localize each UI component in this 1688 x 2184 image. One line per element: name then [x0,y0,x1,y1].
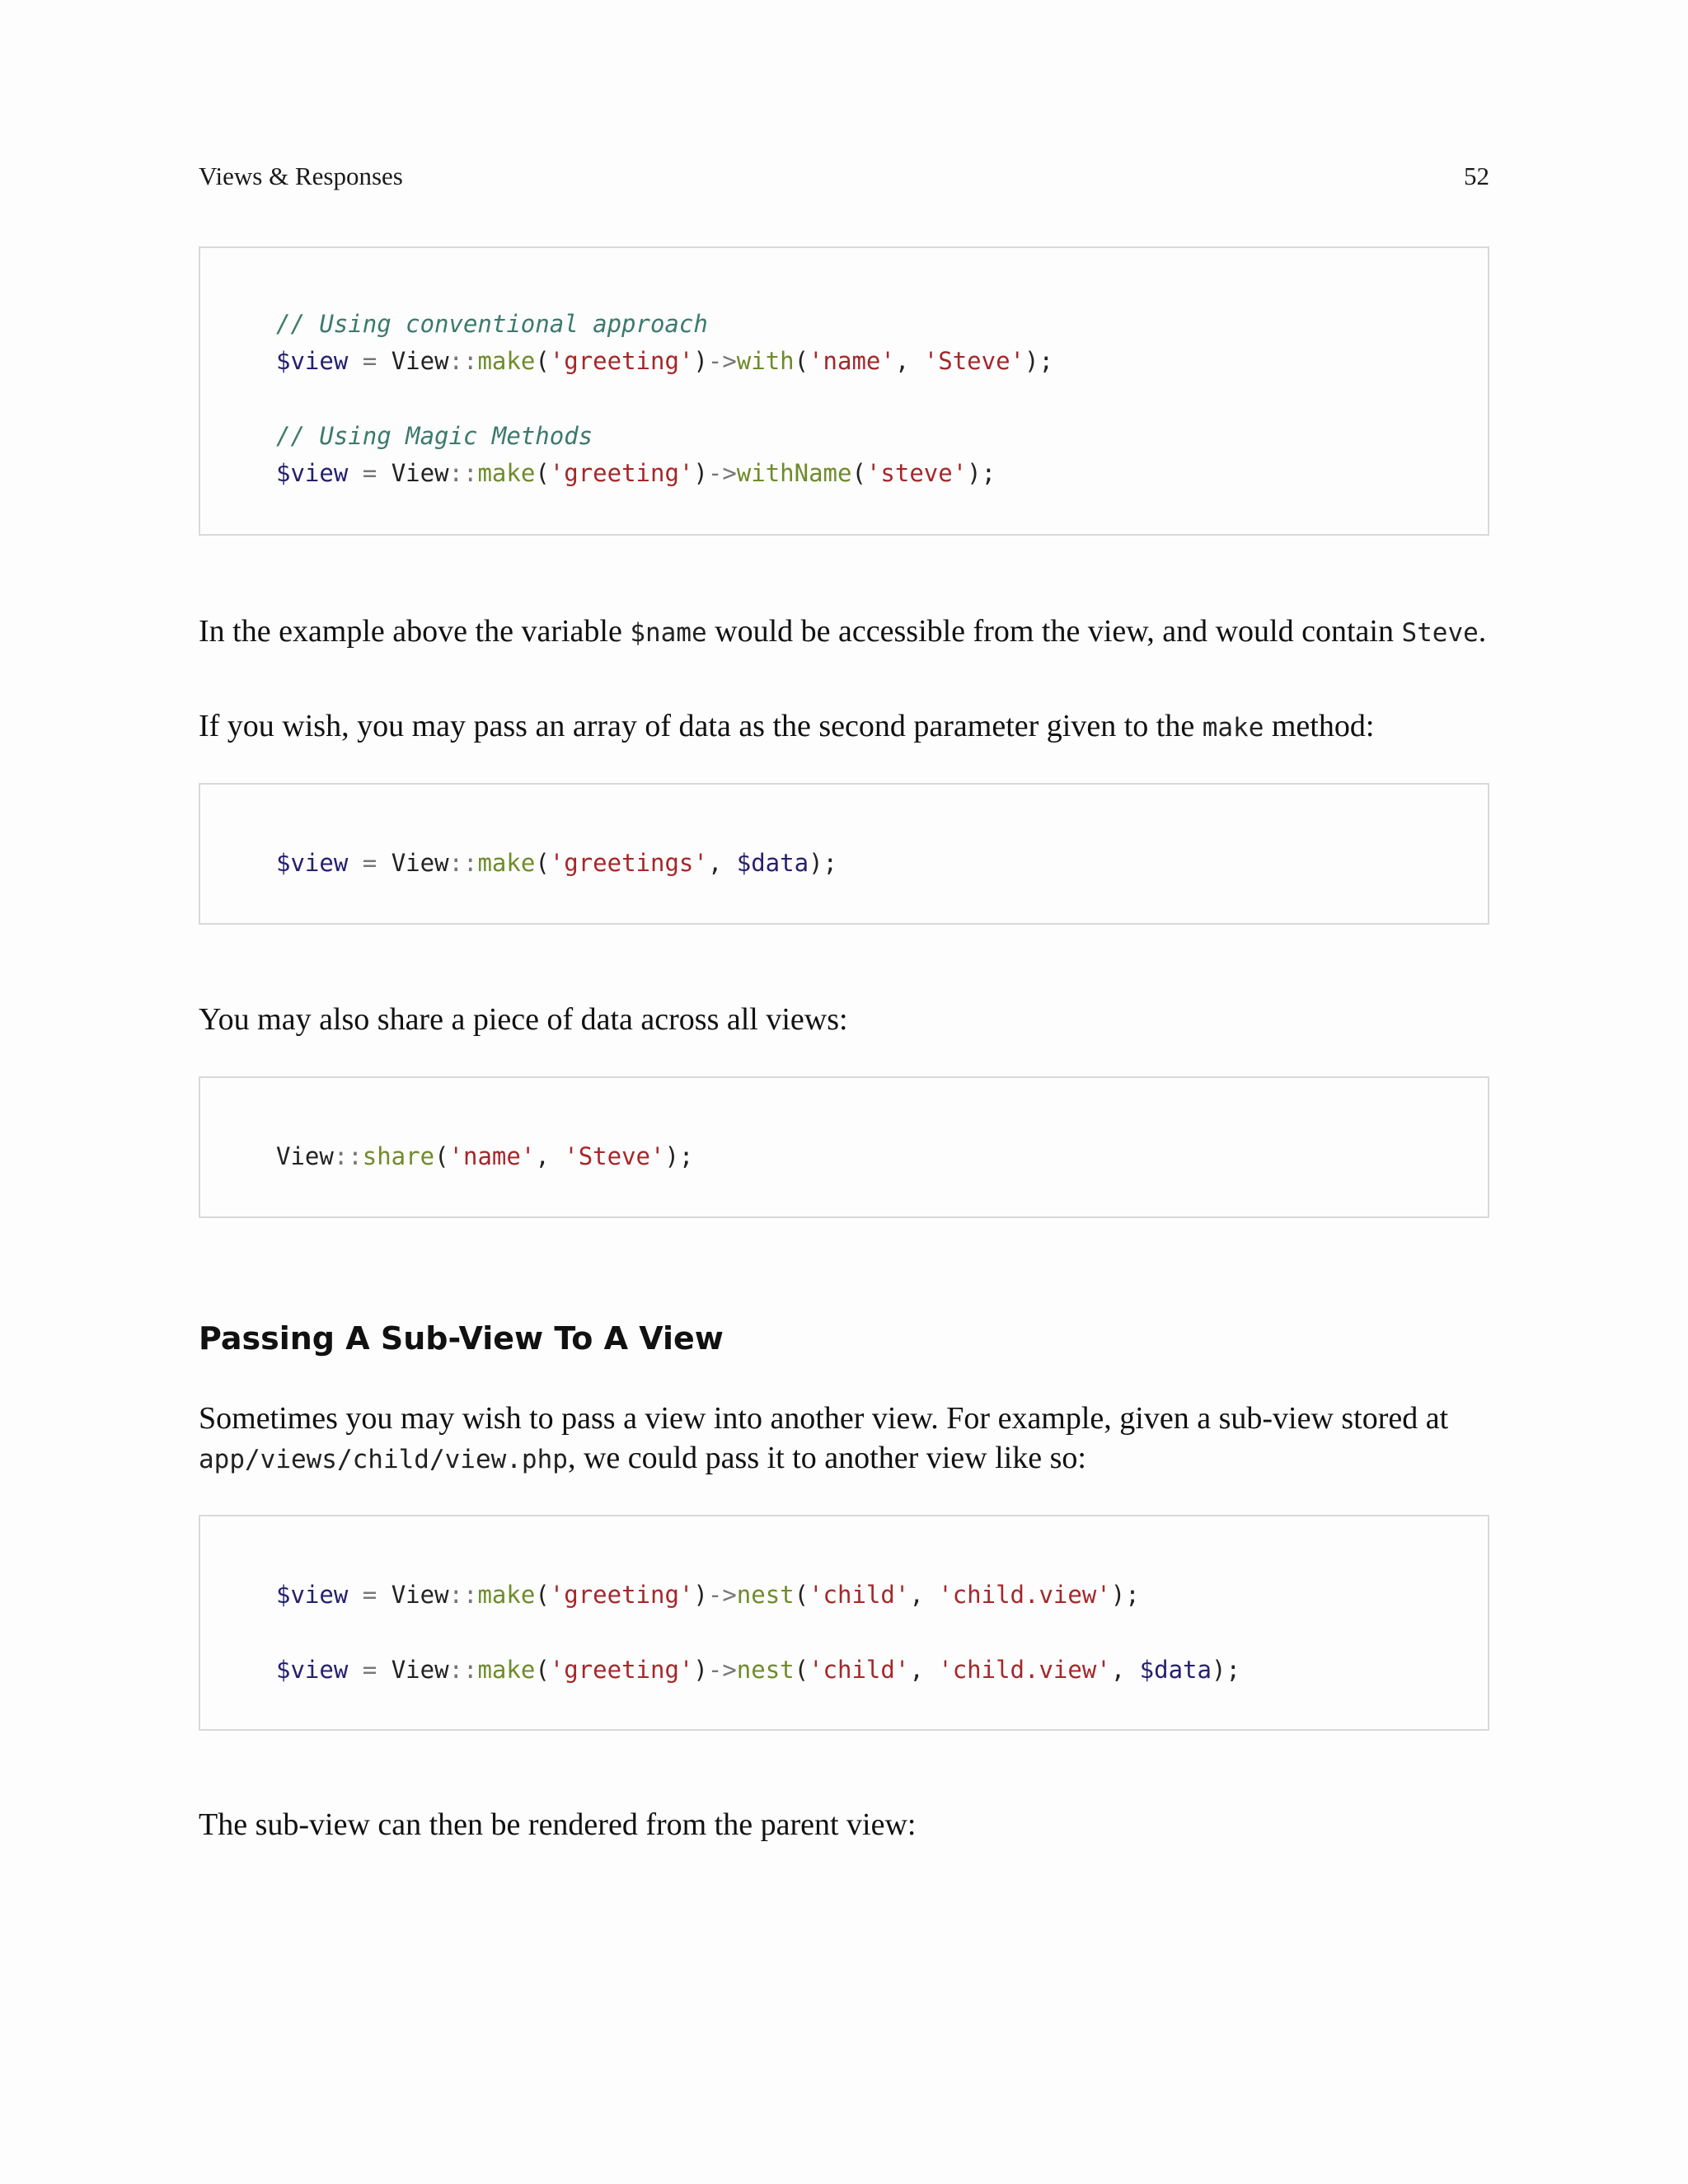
punctuation-token: ); [1211,1656,1240,1684]
class-token: View [276,1142,334,1170]
punctuation-token: , [894,347,924,375]
code-line [276,459,996,487]
string-token: 'child' [809,1581,910,1609]
string-token: 'greeting' [549,1656,694,1684]
function-token: make [477,347,536,375]
string-token: 'greeting' [549,459,694,487]
operator-token: -> [707,347,737,375]
function-token: with [736,347,795,375]
operator-token: = [348,1656,392,1684]
inline-code: $name [630,618,707,648]
string-token: 'greetings' [549,849,708,877]
inline-code: app/views/child/view.php [199,1445,568,1474]
punctuation-token: ( [851,459,866,487]
operator-token: = [348,459,392,487]
class-token: View [391,459,449,487]
punctuation-token: , [707,849,737,877]
punctuation-token: ); [967,459,996,487]
function-token: withName [736,459,852,487]
variable-token: $view [276,459,349,487]
operator-token: :: [448,1581,478,1609]
punctuation-token: ( [535,1656,550,1684]
punctuation-token: ); [664,1142,694,1170]
text-run: If you wish, you may pass an array of data as the second parameter given to the [199,709,1203,743]
paragraph-render-sub-view: The sub-view can then be rendered from the parent view: [199,1807,917,1842]
code-comment [276,312,708,336]
variable-token: $view [276,347,349,375]
code-comment [276,424,593,448]
punctuation-token: ); [1025,347,1053,375]
string-token: 'name' [448,1142,536,1170]
page-number: 52 [1464,162,1489,190]
punctuation-token: ) [693,459,708,487]
punctuation-token: ( [535,347,550,375]
comment-token: // Using Magic Methods [276,422,593,450]
variable-token: $view [276,1581,349,1609]
paragraph-sub-view [199,1399,1489,1479]
comment-token: // Using conventional approach [276,310,708,338]
function-token: share [362,1142,435,1170]
inline-code: make [1202,713,1264,743]
operator-token: = [348,849,392,877]
operator-token: -> [707,1656,737,1684]
code-line [276,349,1053,373]
function-token: nest [736,1581,795,1609]
operator-token: :: [448,849,478,877]
running-header [199,162,1489,191]
text-run: In the example above the variable [199,614,631,649]
string-token: 'name' [809,347,895,375]
function-token: make [477,459,536,487]
string-token: 'child.view' [938,1656,1111,1684]
punctuation-token: ) [693,1581,708,1609]
header-title: Views & Responses [199,162,403,190]
inline-code: Steve [1401,618,1479,648]
code-block-nest [199,1515,1489,1731]
text-run: would be accessible from the view, and would contain [706,614,1402,649]
punctuation-token: ) [693,347,708,375]
string-token: 'greeting' [549,347,694,375]
section-heading: Passing A Sub-View To A View [199,1320,724,1357]
string-token: 'Steve' [923,347,1025,375]
text-run: , we could pass it to another view like so: [567,1441,1086,1475]
punctuation-token: ( [434,1142,449,1170]
paragraph-array-data [199,706,1489,748]
code-line [276,1658,1240,1682]
class-token: View [391,1581,449,1609]
variable-token: $view [276,1656,349,1684]
string-token: 'Steve' [564,1142,665,1170]
operator-token: -> [707,1581,737,1609]
text-run: Sometimes you may wish to pass a view into another view. For example, given a sub-view stored at [199,1401,1449,1436]
operator-token: :: [448,1656,478,1684]
code-line [276,851,837,875]
function-token: make [477,849,536,877]
punctuation-token: ( [794,1581,809,1609]
function-token: nest [736,1656,795,1684]
string-token: 'greeting' [549,1581,694,1609]
punctuation-token: ( [794,347,809,375]
class-token: View [391,347,449,375]
punctuation-token: ); [809,849,837,877]
string-token: 'child' [809,1656,910,1684]
paragraph-share-data: You may also share a piece of data across all views: [199,1002,848,1037]
code-line [276,1142,694,1170]
string-token: 'steve' [865,459,968,487]
punctuation-token: ( [794,1656,809,1684]
string-token: 'child.view' [938,1581,1111,1609]
punctuation-token: ) [693,1656,708,1684]
operator-token: = [348,1581,392,1609]
operator-token: :: [448,459,478,487]
function-token: make [477,1656,536,1684]
variable-token: $data [1139,1656,1212,1684]
code-block-share [199,1076,1489,1218]
variable-token: $view [276,849,349,877]
punctuation-token: ); [1110,1581,1140,1609]
class-token: View [391,1656,449,1684]
function-token: make [477,1581,536,1609]
punctuation-token: , [909,1581,939,1609]
code-block-view-with [199,246,1489,536]
operator-token: :: [333,1142,363,1170]
code-line [276,1583,1140,1607]
variable-token: $data [736,849,809,877]
operator-token: :: [448,347,478,375]
text-run: . [1478,614,1487,649]
punctuation-token: ( [535,459,550,487]
operator-token: -> [707,459,737,487]
paragraph-name-variable [199,612,1489,653]
text-run: method: [1264,709,1375,743]
operator-token: = [348,347,392,375]
punctuation-token: , [1110,1656,1140,1684]
class-token: View [391,849,449,877]
punctuation-token: , [535,1142,565,1170]
punctuation-token: ( [535,849,550,877]
punctuation-token: ( [535,1581,550,1609]
code-block-make-data [199,783,1489,925]
punctuation-token: , [909,1656,939,1684]
